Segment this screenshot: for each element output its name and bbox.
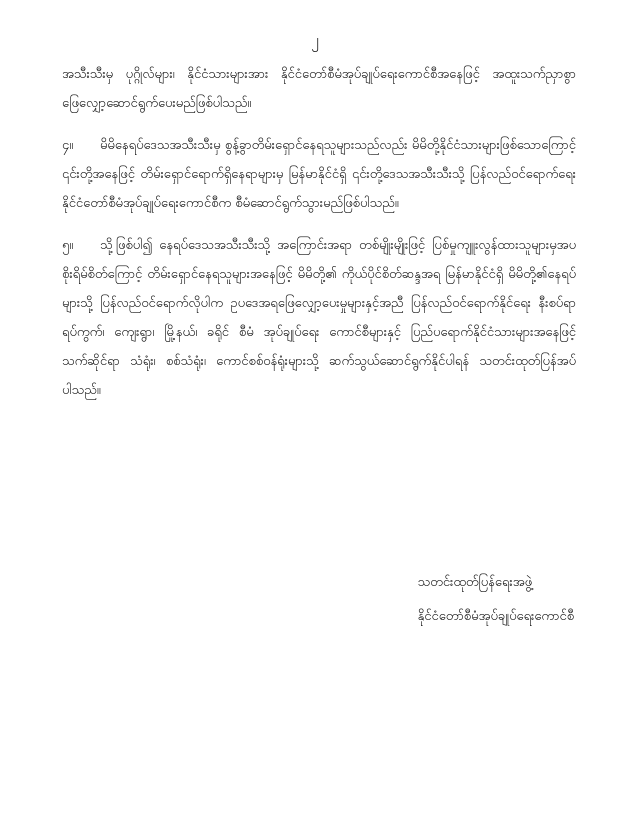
paragraph-4: [62, 131, 576, 218]
paragraph-number: ၅။: [62, 238, 74, 253]
page-number: ၂: [311, 30, 319, 49]
paragraph-text: အသီးသီးမှ ပုဂ္ဂိုလ်များ၊ နိုင်ငံသားများအား နိုင်ငံတော်စီမံအုပ်ချုပ်ရေးကောင်စီအနေဖြင့် အထူးသက်ညှာစွာ ဖြေလျှော့ဆောင်ရွက်ပေးမည်ဖြစ်ပါသည်။: [62, 67, 576, 111]
paragraph-text: သို့ဖြစ်ပါ၍ နေရပ်ဒေသအသီးသီးသို့ အကြောင်းအရာ တစ်မျိုးမျိုးဖြင့် ပြစ်မှုကျူးလွန်ထားသူများမှအပ စိုးရိမ်စိတ်ကြောင့် တိမ်းရှောင်နေရသူများအနေဖြင့် မိမိတို့၏ ကိုယ်ပိုင်စိတ်ဆန္ဒအရ မြန်မာနိုင်ငံရှိ မိမိတို့၏နေရပ်များသို့ ပြန်လည်ဝင်ရောက်လိုပါက ဥပဒေအရဖြေလျှော့ပေးမှုများနှင့်အညီ ပြန်လည်ဝင်ရောက်နိုင်ရေး နီးစပ်ရာ ရပ်ကွက်၊ ကျေးရွာ၊ မြို့နယ်၊ ခရိုင် စီမံ အုပ်ချုပ်ရေး ကောင်စီများနှင့် ပြည်ပရောက်နိုင်ငံသားများအနေဖြင့် သက်ဆိုင်ရာ သံရုံး၊ စစ်သံရုံး၊ ကောင်စစ်ဝန်ရုံးများသို့ ဆက်သွယ်ဆောင်ရွက်နိုင်ပါရန် သတင်းထုတ်ပြန်အပ်ပါသည်။: [62, 238, 576, 398]
signature-block: [418, 566, 574, 634]
paragraph-continuation: [62, 60, 576, 118]
paragraph-5: [62, 231, 576, 405]
signature-organization: နိုင်ငံတော်စီမံအုပ်ချုပ်ရေးကောင်စီ: [417, 609, 574, 624]
paragraph-number: ၄။: [62, 138, 74, 153]
paragraph-text: မိမိနေရပ်ဒေသအသီးသီးမှ စွန့်ခွာတိမ်းရှောင်နေရသူများသည်လည်း မိမိတို့နိုင်ငံသားများဖြစ်သောကြောင့် ၎င်းတို့အနေဖြင့် တိမ်းရှောင်ရောက်ရှိနေရာများမှ မြန်မာနိုင်ငံရှိ ၎င်းတို့ဒေသအသီးသီးသို့ ပြန်လည်ဝင်ရောက်ရေး နိုင်ငံတော်စီမံအုပ်ချုပ်ရေးကောင်စီက စီမံဆောင်ရွက်သွားမည်ဖြစ်ပါသည်။: [62, 138, 576, 211]
signature-issuer: သတင်းထုတ်ပြန်ရေးအဖွဲ့: [417, 575, 533, 590]
document-body: [62, 60, 576, 418]
